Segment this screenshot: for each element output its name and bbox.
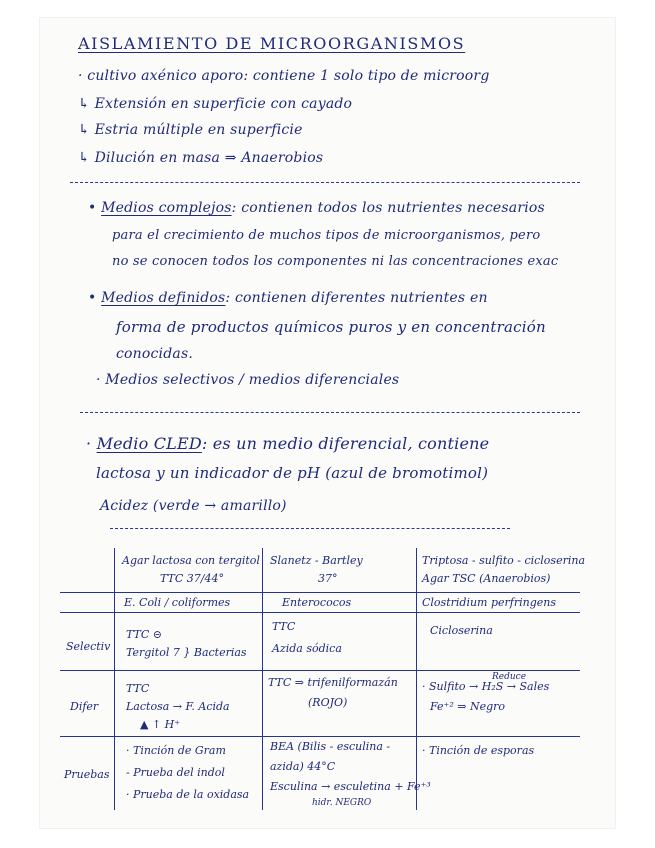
- definidos-line-3: conocidas.: [116, 346, 193, 362]
- prb-c3-a: · Tinción de esporas: [422, 744, 535, 757]
- target-2: Enterococos: [282, 596, 352, 609]
- header-2-line-1: Slanetz - Bartley: [270, 554, 363, 567]
- prb-c1-b: - Prueba del indol: [126, 766, 225, 779]
- prb-c2-d: hidr. NEGRO: [312, 798, 372, 808]
- note-line-2: ↳ Extensión en superficie con cayado: [78, 96, 353, 112]
- separator-2: [80, 412, 580, 413]
- definidos-line-2: forma de productos químicos puros y en concentración: [116, 318, 546, 336]
- dif-c1-b: Lactosa → F. Acida: [126, 700, 230, 713]
- media-table: [60, 548, 586, 810]
- header-2-line-2: 37°: [318, 572, 338, 585]
- cled-line-2: lactosa y un indicador de pH (azul de bromotimol): [96, 464, 489, 482]
- cled-text-1: : es un medio diferencial, contiene: [201, 434, 490, 453]
- sel-c3-a: Cicloserina: [430, 624, 493, 637]
- prb-c1-c: · Prueba de la oxidasa: [126, 788, 250, 801]
- dif-c2-b: (ROJO): [308, 696, 348, 709]
- dif-c2-a: TTC ⇒ trifenilformazán: [268, 676, 398, 689]
- complejos-text-1: : contienen todos los nutrientes necesarios: [231, 200, 545, 216]
- row-label-diferencial: Difer: [70, 700, 99, 713]
- sel-c1-a: TTC ⊝: [126, 628, 163, 641]
- selectivos-line: · Medios selectivos / medios diferenciales: [96, 372, 400, 388]
- complejos-label: Medios complejos: [101, 200, 232, 216]
- note-line-1: · cultivo axénico aporo: contiene 1 solo tipo de microorg: [78, 68, 490, 84]
- header-3-line-1: Triptosa - sulfito - cicloserina: [422, 554, 586, 567]
- prb-c1-a: · Tinción de Gram: [126, 744, 226, 757]
- target-1: E. Coli / coliformes: [124, 596, 231, 609]
- separator-1: [70, 182, 580, 183]
- separator-3: [110, 528, 510, 529]
- header-3-line-2: Agar TSC (Anaerobios): [422, 572, 551, 585]
- header-1-line-1: Agar lactosa con tergitol: [122, 554, 260, 567]
- dif-c3-a: · Sulfito → H₂S → Sales: [422, 680, 550, 693]
- page-title: AISLAMIENTO DE MICROORGANISMOS: [78, 34, 466, 53]
- sel-c2-b: Azida sódica: [272, 642, 342, 655]
- cled-label: Medio CLED: [96, 434, 202, 453]
- dif-c3-note: Reduce: [492, 672, 527, 682]
- sel-c2-a: TTC: [272, 620, 296, 633]
- prb-c2-b: azida) 44°C: [270, 760, 336, 773]
- row-label-pruebas: Pruebas: [64, 768, 110, 781]
- complejos-line-1: • Medios complejos: contienen todos los nutrientes necesarios: [88, 200, 545, 216]
- definidos-text-1: : contienen diferentes nutrientes en: [225, 290, 488, 306]
- definidos-line-1: • Medios definidos: contienen diferentes nutrientes en: [88, 290, 488, 306]
- note-line-4: ↳ Dilución en masa ⇒ Anaerobios: [78, 150, 324, 166]
- complejos-line-2: para el crecimiento de muchos tipos de microorganismos, pero: [112, 228, 541, 243]
- row-label-selectivo: Selectiv: [66, 640, 111, 653]
- cled-line-1: · Medio CLED: es un medio diferencial, contiene: [86, 434, 490, 453]
- dif-c3-b: Fe⁺² ⇒ Negro: [430, 700, 506, 713]
- header-1-line-2: TTC 37/44°: [160, 572, 224, 585]
- target-3: Clostridium perfringens: [422, 596, 556, 609]
- definidos-label: Medios definidos: [101, 290, 226, 306]
- prb-c2-c: Esculina → esculetina + Fe⁺³: [270, 780, 431, 793]
- complejos-line-3: no se conocen todos los componentes ni las concentraciones exac: [112, 254, 559, 269]
- note-line-3: ↳ Estria múltiple en superficie: [78, 122, 303, 138]
- dif-c1-c: ▲ ↑ H⁺: [140, 718, 181, 731]
- cled-line-3: Acidez (verde → amarillo): [100, 498, 287, 514]
- prb-c2-a: BEA (Bilis - esculina -: [270, 740, 391, 753]
- dif-c1-a: TTC: [126, 682, 150, 695]
- sel-c1-b: Tergitol 7 } Bacterias: [126, 646, 247, 659]
